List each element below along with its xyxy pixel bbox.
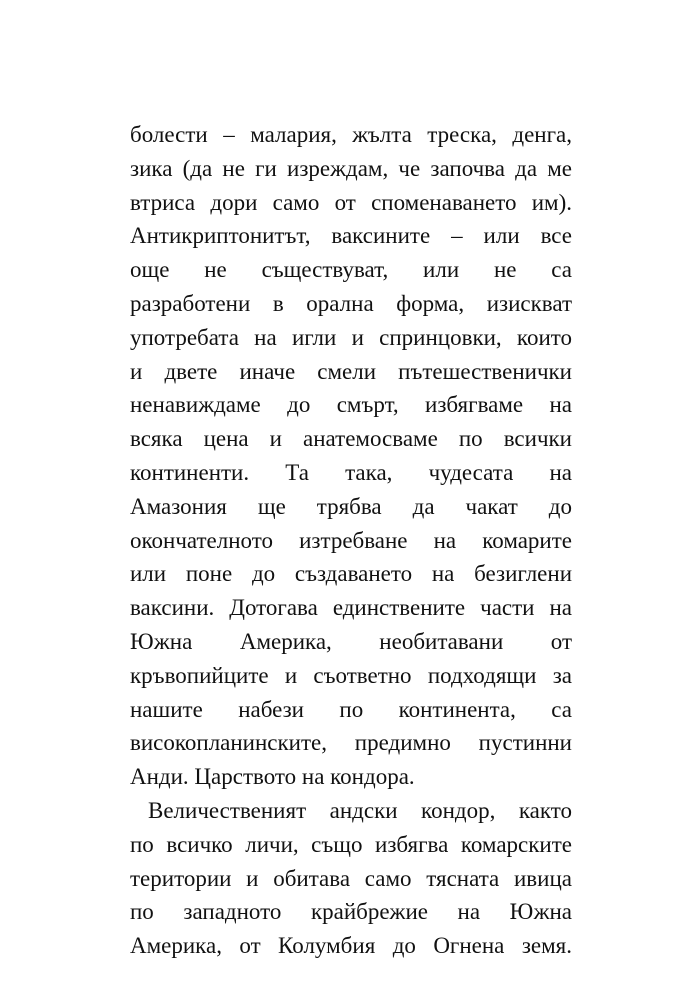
text-line: Амазония ще трябва да чакат до <box>130 493 572 519</box>
paragraph-2 <box>130 794 572 963</box>
text-line: Величественият андски кондор, както <box>148 797 572 823</box>
text-line: втриса дори само от споменаването им). <box>130 189 572 215</box>
text-line: високопланинските, предимно пустинни <box>130 730 572 756</box>
text-line: още не съществуват, или не са <box>130 257 572 283</box>
text-line: по западното крайбрежие на Южна <box>130 899 572 925</box>
text-line: нашите набези по континента, са <box>130 696 572 722</box>
text-line: болести – малария, жълта треска, денга, <box>130 122 572 147</box>
text-line: Анди. Царството на кондора. <box>130 764 415 790</box>
text-line: употребата на игли и спринцовки, които <box>130 324 572 350</box>
text-line: Южна Америка, необитавани от <box>130 628 572 654</box>
text-line: окончателното изтребване на комарите <box>130 527 572 553</box>
text-line: зика (да не ги изреждам, че започва да ме <box>130 155 572 181</box>
text-line: територии и обитава само тясната ивица <box>130 865 572 891</box>
text-line: разработени в орална форма, изискват <box>130 290 572 316</box>
text-line: или поне до създаването на безиглени <box>130 561 572 587</box>
text-line: Америка, от Колумбия до Огнена земя. <box>130 933 572 959</box>
text-line: по всичко личи, също избягва комарските <box>130 831 572 857</box>
text-line: Антикриптонитът, ваксините – или все <box>130 223 572 249</box>
text-line: кръвопийците и съответно подходящи за <box>130 662 572 688</box>
text-line: ваксини. Дотогава единствените части на <box>130 595 572 621</box>
text-line: континенти. Та така, чудесата на <box>130 459 572 485</box>
paragraph-1 <box>130 118 572 794</box>
text-line: всяка цена и анатемосваме по всички <box>130 426 572 452</box>
text-line: ненавиждаме до смърт, избягваме на <box>130 392 572 418</box>
body-text <box>130 118 572 963</box>
text-line: и двете иначе смели пътешественички <box>130 358 572 384</box>
